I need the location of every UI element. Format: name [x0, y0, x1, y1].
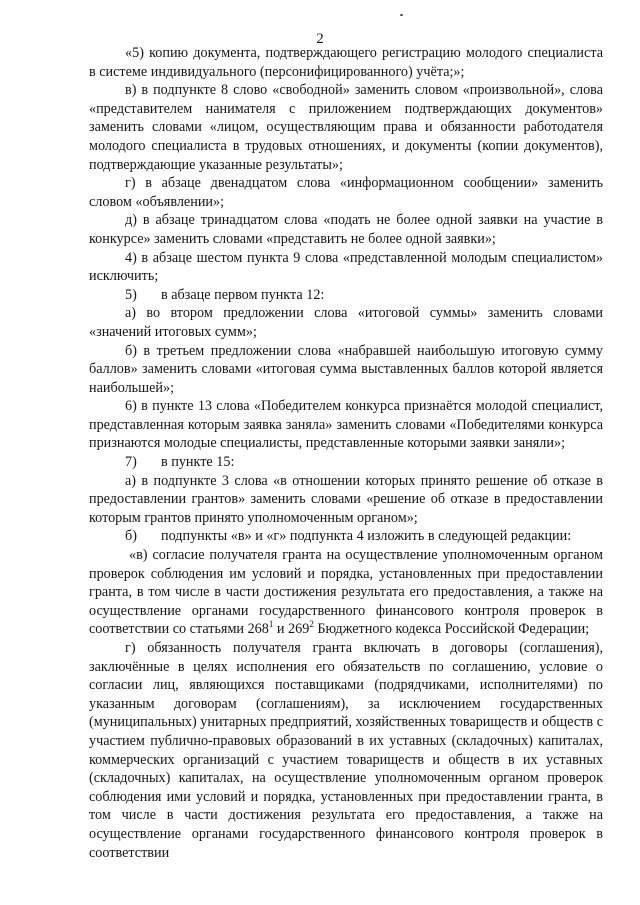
paragraph-item-5 [89, 286, 603, 305]
paragraph-quoted-v [89, 546, 603, 639]
item-number: 5) [125, 286, 137, 303]
footnote-superscript: 1 [268, 619, 274, 630]
item-number: 7) [125, 454, 137, 471]
item-text: в абзаце первом пункта 12: [161, 286, 325, 303]
paragraph-subitem-d: д) в абзаце тринадцатом слова «подать не более одной заявки на участие в конкурсе» заменить словами «представить не более одной заявки»; [89, 212, 603, 247]
item-text: подпункты «в» и «г» подпункта 4 изложить в следующей редакции: [161, 528, 572, 545]
scan-speck [400, 14, 403, 16]
document-body [89, 44, 603, 862]
paragraph-quoted-g: г) обязанность получателя гранта включать в договоры (соглашения), заключённые в целях исполнения его обязательств по соглашению, условие о согласии лиц, являющихся поставщиками (подрядчиками, исполнителями) по указанным договорам (соглашениям), за исключением государственных (муниципальных) унитарных предприятий, хозяйственных товариществ и обществ с участием публично-правовых образований в их уставных (складочных) капиталах, коммерческих организаций с участием товариществ и обществ в их уставных (складочных) капиталах, на осуществление уполномоченным органом проверок соблюдения ими условий и порядка, установленных при предоставлении гранта, в том числе в части достижения результата его предоставления, а также на осуществление органами государственного финансового контроля проверок в соответствии [89, 640, 603, 861]
paragraph-subitem-v: в) в подпункте 8 слово «свободной» заменить словом «произвольной», слова «представителем нанимателя с приложением подтверждающих документов» заменить словами «лицом, осуществляющим права и обязанности работодателя молодого специалиста в трудовых отношениях, и документы (копии документов), подтверждающие указанные результаты»; [89, 82, 603, 173]
paragraph-subitem-a: а) во втором предложении слова «итоговой суммы» заменить словами «значений итоговых сумм»; [89, 305, 603, 340]
item-number: б) [125, 528, 137, 545]
paragraph-item-7-b [89, 527, 603, 546]
paragraph-item-5-quote: «5) копию документа, подтверждающего регистрацию молодого специалиста в системе индивидуального (персонифицированного) учёта;»; [89, 45, 603, 80]
page-number: 2 [316, 31, 324, 47]
quote-text-middle: и 269 [273, 621, 310, 638]
quote-text-end: Бюджетного кодекса Российской Федерации; [313, 621, 590, 638]
paragraph-subitem-b: б) в третьем предложении слова «набравшей наибольшую итоговую сумму баллов» заменить словами «итоговая сумма выставленных баллов которой является наибольшей»; [89, 342, 603, 396]
paragraph-subitem-g: г) в абзаце двенадцатом слова «информационном сообщении» заменить словом «объявлении»; [89, 175, 603, 210]
item-text: в пункте 15: [161, 454, 235, 471]
paragraph-item-6: 6) в пункте 13 слова «Победителем конкурса признаётся молодой специалист, представленная которым заявка заняла» заменить словами «Победителями конкурса признаются молодые специалисты, представленные которыми заявки заняли»; [89, 398, 603, 452]
paragraph-item-4: 4) в абзаце шестом пункта 9 слова «представленной молодым специалистом» исключить; [89, 249, 603, 285]
paragraph-item-7-a: а) в подпункте 3 слова «в отношении которых принято решение об отказе в предоставлении грантов» заменить словами «решение об отказе в предоставлении которым грантов принято уполномоченным органом»; [89, 472, 603, 526]
paragraph-item-7 [89, 453, 603, 472]
quote-text-start: «в) согласие получателя гранта на осуществление уполномоченным органом проверок соблюдения им условий и порядка, установленных при предоставлении гранта, в том числе в части достижения результата его предоставления, а также на осуществление органами государственного финансового контроля проверок в соответствии со статьями 268 [89, 547, 603, 638]
footnote-superscript: 2 [309, 619, 314, 630]
